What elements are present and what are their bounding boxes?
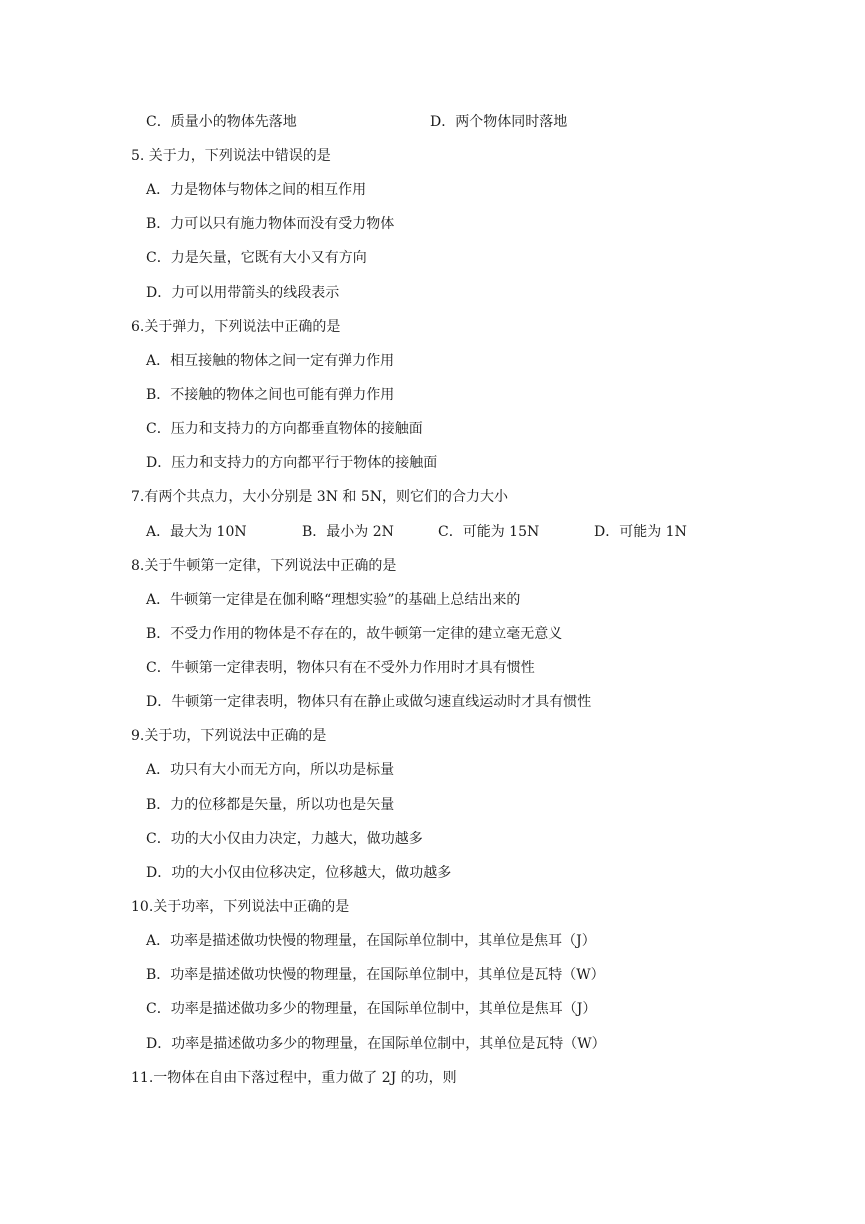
q9-option-d: D．功的大小仅由位移决定，位移越大，做功越多 <box>146 865 452 881</box>
q7-option-a: A．最大为 10N <box>146 524 247 540</box>
q4-option-d: D．两个物体同时落地 <box>430 114 568 130</box>
q10-option-d: D．功率是描述做功多少的物理量，在国际单位制中，其单位是瓦特（W） <box>146 1036 606 1052</box>
q11-stem: 11.一物体在自由下落过程中，重力做了 2J 的功，则 <box>131 1070 457 1086</box>
q5-option-b: B．力可以只有施力物体而没有受力物体 <box>146 216 395 232</box>
q6-option-c: C．压力和支持力的方向都垂直物体的接触面 <box>146 421 423 437</box>
q5-option-d: D．力可以用带箭头的线段表示 <box>146 285 340 301</box>
q5-option-a: A．力是物体与物体之间的相互作用 <box>146 182 367 198</box>
q10-option-a: A．功率是描述做功快慢的物理量，在国际单位制中，其单位是焦耳（J） <box>146 933 596 949</box>
q8-option-b: B．不受力作用的物体是不存在的，故牛顿第一定律的建立毫无意义 <box>146 626 563 642</box>
q8-option-d: D．牛顿第一定律表明，物体只有在静止或做匀速直线运动时才具有惯性 <box>146 694 592 710</box>
q9-stem: 9.关于功，下列说法中正确的是 <box>131 728 327 744</box>
q8-stem: 8.关于牛顿第一定律，下列说法中正确的是 <box>131 558 397 574</box>
q5-option-c: C．力是矢量，它既有大小又有方向 <box>146 250 367 266</box>
q10-stem: 10.关于功率，下列说法中正确的是 <box>131 899 350 915</box>
q5-stem: 5. 关于力，下列说法中错误的是 <box>131 148 331 164</box>
q6-stem: 6.关于弹力，下列说法中正确的是 <box>131 319 341 335</box>
q8-option-a: A．牛顿第一定律是在伽利略“理想实验”的基础上总结出来的 <box>146 592 521 608</box>
q7-option-b: B．最小为 2N <box>302 524 394 540</box>
q4-option-c: C．质量小的物体先落地 <box>146 114 297 130</box>
q7-option-c: C．可能为 15N <box>438 524 540 540</box>
q6-option-d: D．压力和支持力的方向都平行于物体的接触面 <box>146 455 438 471</box>
q6-option-a: A．相互接触的物体之间一定有弹力作用 <box>146 353 395 369</box>
q9-option-b: B．力的位移都是矢量，所以功也是矢量 <box>146 797 395 813</box>
q10-option-b: B．功率是描述做功快慢的物理量，在国际单位制中，其单位是瓦特（W） <box>146 967 605 983</box>
q7-stem: 7.有两个共点力，大小分别是 3N 和 5N，则它们的合力大小 <box>131 489 509 505</box>
q6-option-b: B．不接触的物体之间也可能有弹力作用 <box>146 387 395 403</box>
q9-option-c: C．功的大小仅由力决定，力越大，做功越多 <box>146 831 423 847</box>
q7-option-d: D．可能为 1N <box>594 524 687 540</box>
q8-option-c: C．牛顿第一定律表明，物体只有在不受外力作用时才具有惯性 <box>146 660 535 676</box>
q9-option-a: A．功只有大小而无方向，所以功是标量 <box>146 762 395 778</box>
q10-option-c: C．功率是描述做功多少的物理量，在国际单位制中，其单位是焦耳（J） <box>146 1001 597 1017</box>
